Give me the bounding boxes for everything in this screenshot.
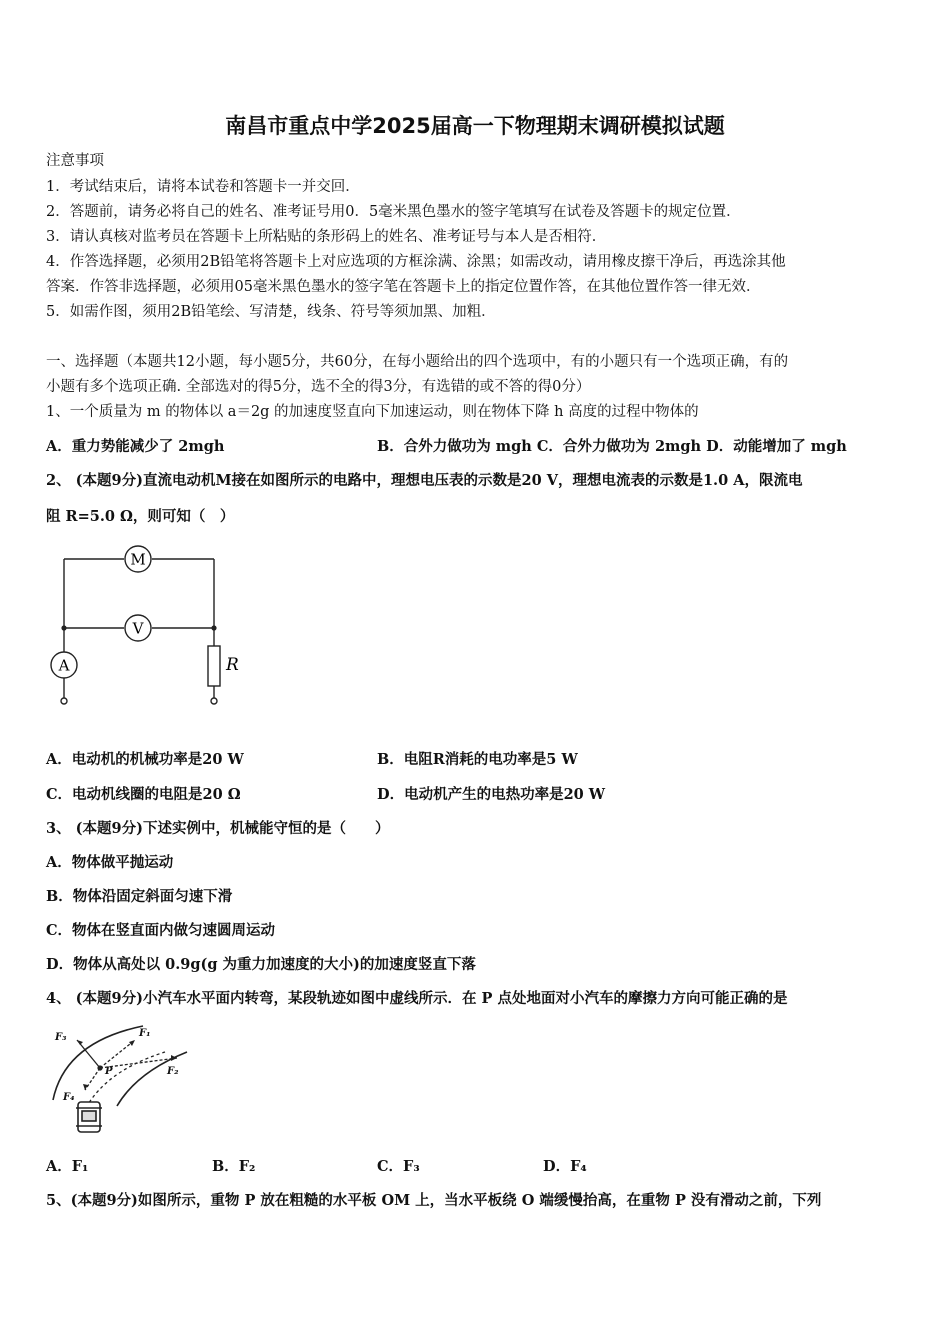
q2-option-c: C．电动机线圈的电阻是20 Ω [46,786,241,803]
f2-label: F₂ [167,1066,179,1077]
q2-option-d: D．电动机产生的电热功率是20 W [377,786,606,803]
q1-stem: 1、一个质量为 m 的物体以 a＝2g 的加速度竖直向下加速运动，则在物体下降 h 高度的过程中物体的 [46,404,699,420]
q1-option-a: A．重力势能减少了 2mgh [46,438,225,455]
voltmeter-symbol [125,615,151,641]
notice-item-2: 2．答题前，请务必将自己的姓名、准考证号用0．5毫米黑色墨水的签字笔填写在试卷及答题卡的规定位置． [46,204,741,220]
notice-item-4-cont: 答案．作答非选择题，必须用05毫米黑色墨水的签字笔在答题卡上的指定位置作答，在其他位置作答一律无效． [46,279,761,295]
q4-option-b: B．F₂ [212,1158,256,1175]
ammeter-symbol [51,652,77,678]
ammeter-label: A [58,656,70,675]
q3-option-d: D．物体从高处以 0.9g(g 为重力加速度的大小)的加速度竖直下落 [46,956,476,973]
q2-stem-cont: 阻 R=5.0 Ω，则可知（ ） [46,508,235,525]
car-turn-diagram [45,1022,195,1142]
page-title: 南昌市重点中学2025届高一下物理期末调研模拟试题 [225,114,725,138]
notice-item-3: 3．请认真核对监考员在答题卡上所粘贴的条形码上的姓名、准考证号与本人是否相符． [46,229,607,245]
motor-label: M [130,550,146,569]
notice-item-1: 1．考试结束后，请将本试卷和答题卡一并交回． [46,179,360,195]
point-p [97,1065,102,1070]
voltmeter-label: V [132,619,144,638]
notice-heading: 注意事项 [46,153,104,169]
car-icon [76,1102,102,1132]
q2-option-a: A．电动机的机械功率是20 W [46,751,244,768]
q4-option-d: D．F₄ [543,1158,587,1175]
q4-option-a: A．F₁ [46,1158,89,1175]
notice-item-4: 4．作答选择题，必须用2B铅笔将答题卡上对应选项的方框涂满、涂黑；如需改动，请用橡皮擦干净后，再选涂其他 [46,254,786,270]
q5-stem: 5、(本题9分)如图所示，重物 P 放在粗糙的水平板 OM 上，当水平板绕 O 端缓慢抬高，在重物 P 没有滑动之前，下列 [46,1192,822,1209]
section-heading: 一、选择题（本题共12小题，每小题5分，共60分，在每小题给出的四个选项中，有的小题只有一个选项正确，有的 [46,354,789,370]
junction-left [61,625,66,630]
motor-symbol [125,546,151,572]
q3-option-a: A．物体做平抛运动 [46,854,174,871]
q2-option-b: B．电阻R消耗的电功率是5 W [377,751,578,768]
notice-item-5: 5．如需作图，须用2B铅笔绘、写清楚，线条、符号等须加黑、加粗． [46,304,496,320]
f1-label: F₁ [139,1028,151,1039]
q4-stem: 4、 (本题9分)小汽车水平面内转弯，某段轨迹如图中虚线所示．在 P 点处地面对小汽车的摩擦力方向可能正确的是 [46,990,788,1007]
q3-option-b: B．物体沿固定斜面匀速下滑 [46,888,233,905]
junction-right [211,625,216,630]
p-label: P [105,1066,113,1077]
q1-options-bcd: B．合外力做功为 mgh C．合外力做功为 2mgh D．动能增加了 mgh [377,438,847,455]
q2-stem: 2、 (本题9分)直流电动机M接在如图所示的电路中，理想电压表的示数是20 V，理想电流表的示数是1.0 A，限流电 [46,472,803,489]
circuit-diagram [40,540,250,715]
q4-option-c: C．F₃ [377,1158,420,1175]
section-heading-cont: 小题有多个选项正确. 全部选对的得5分，选不全的得3分，有选错的或不答的得0分） [46,379,591,395]
f3-label: F₃ [55,1032,67,1043]
resistor-label: R [226,655,239,675]
q3-option-c: C．物体在竖直面内做匀速圆周运动 [46,922,276,939]
f4-label: F₄ [63,1092,75,1103]
q3-stem: 3、 (本题9分)下述实例中，机械能守恒的是（ ） [46,820,390,837]
